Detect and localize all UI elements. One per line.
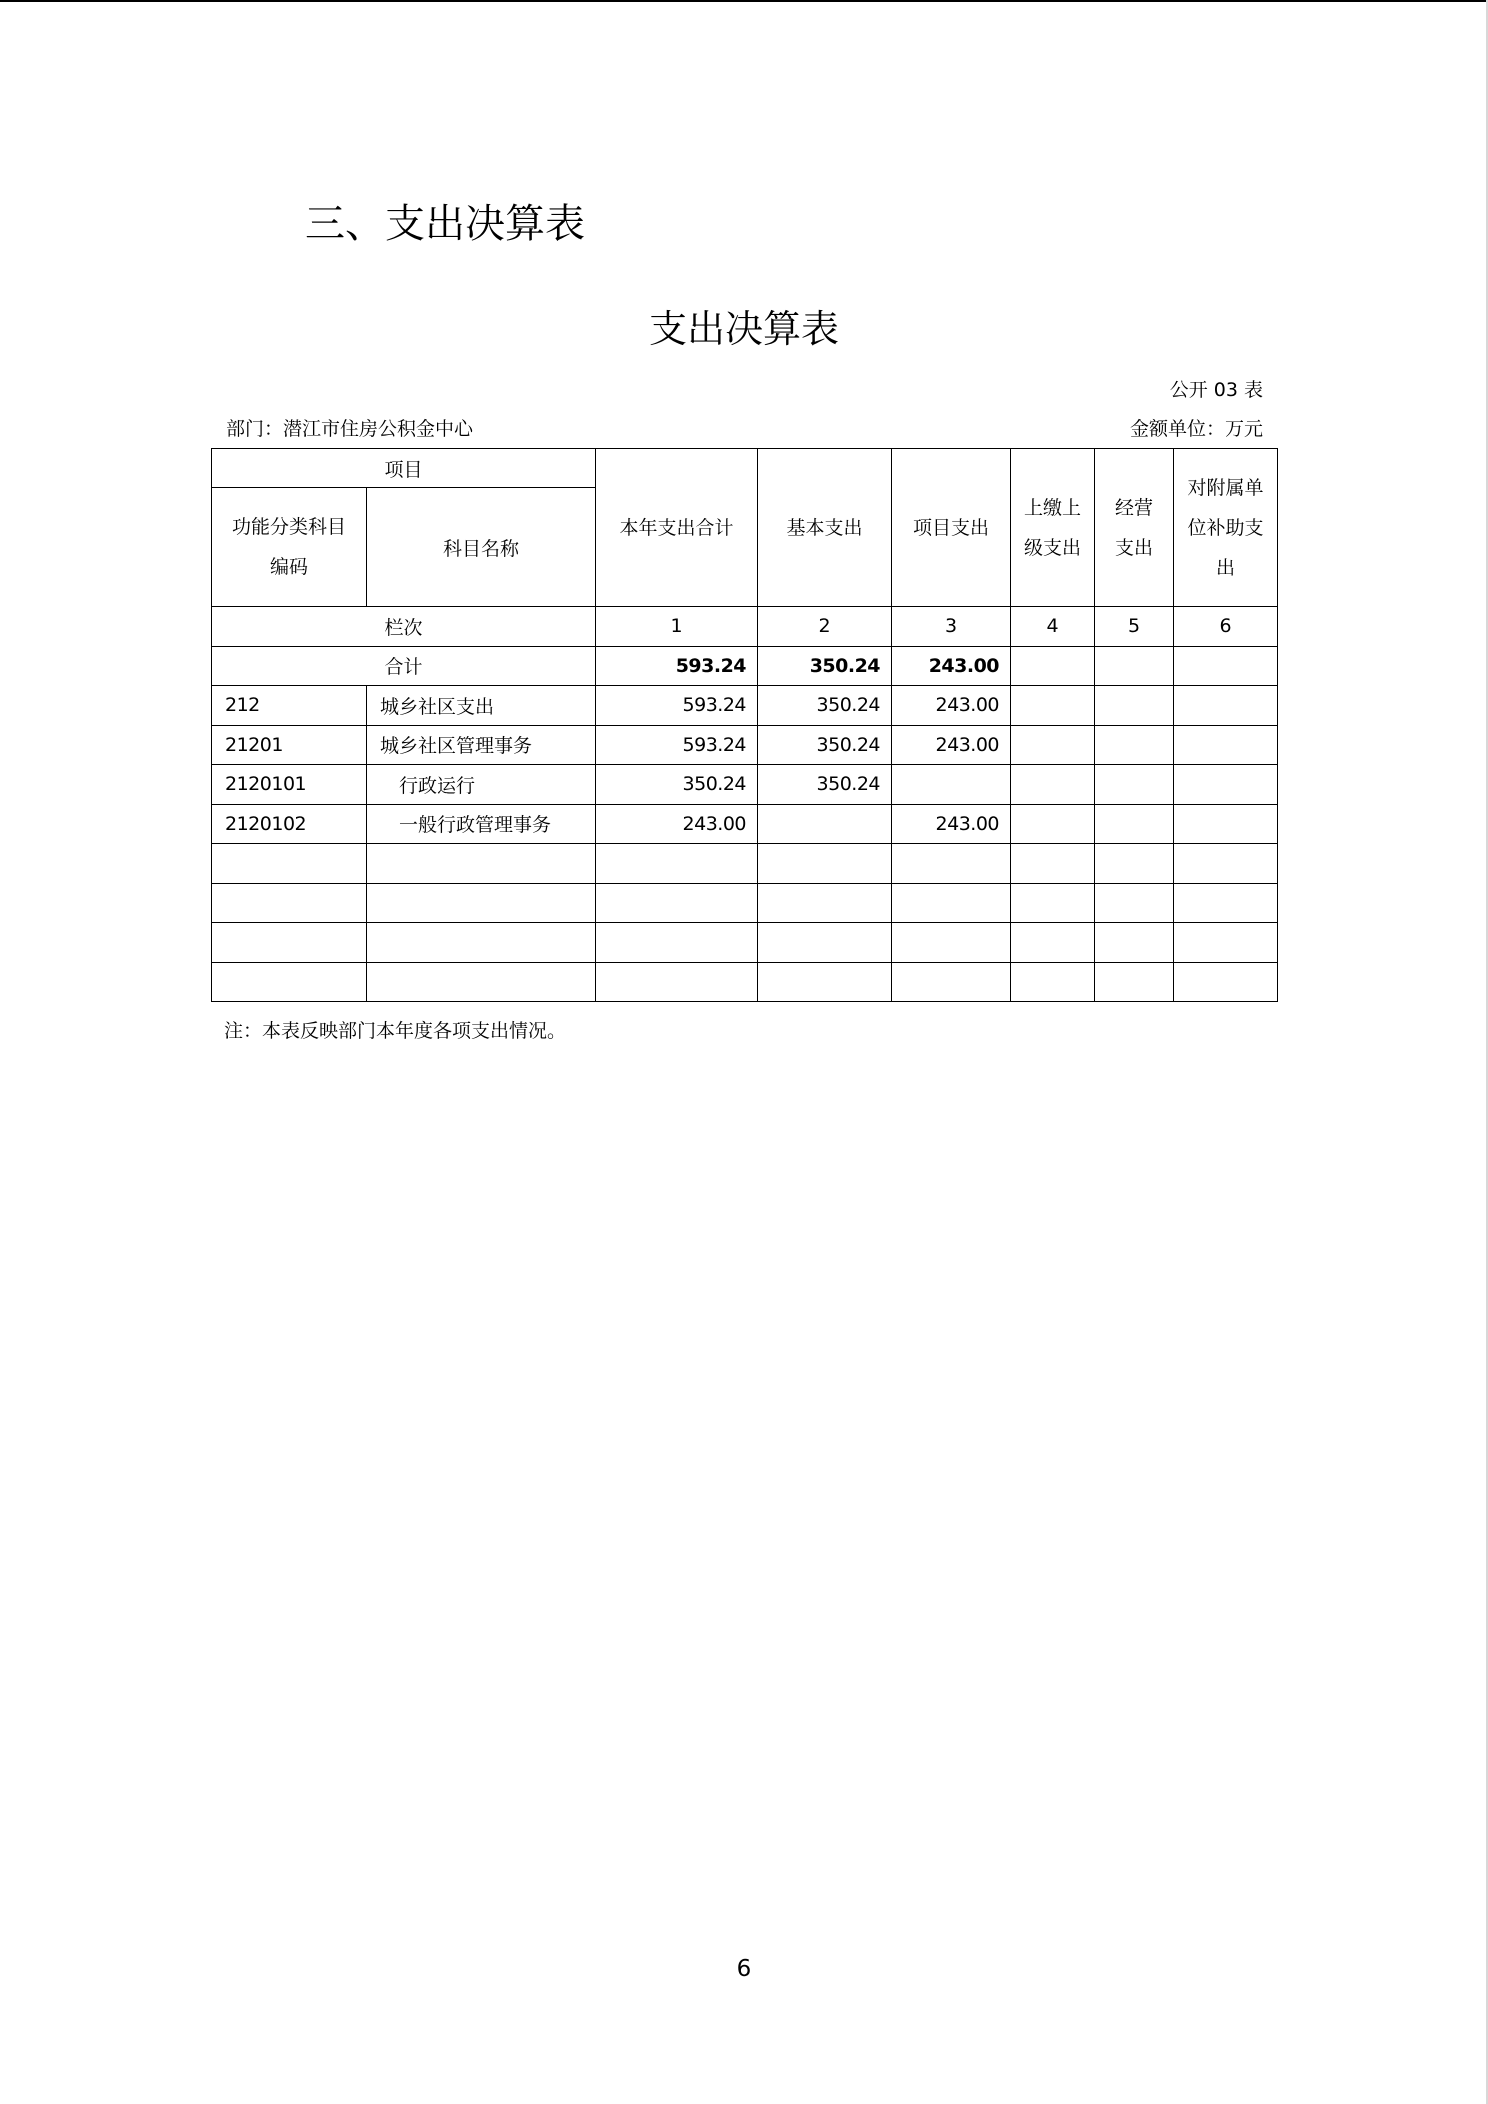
row-value <box>1095 962 1174 1002</box>
index-row <box>212 607 1278 647</box>
row-value <box>1174 725 1278 765</box>
header-item-group: 项目 <box>212 449 596 488</box>
row-name <box>367 883 596 923</box>
row-value <box>892 883 1011 923</box>
row-value: 350.24 <box>758 765 892 805</box>
row-value <box>1011 923 1095 963</box>
data-rows <box>212 686 1278 1002</box>
table-row <box>212 923 1278 963</box>
row-value: 593.24 <box>596 725 758 765</box>
row-value <box>1174 804 1278 844</box>
header-upper: 上缴上级支出 <box>1011 449 1095 607</box>
row-value <box>1174 923 1278 963</box>
table-title: 支出决算表 <box>648 307 839 351</box>
row-value <box>892 844 1011 884</box>
form-number-prefix: 公开 <box>1169 379 1214 401</box>
index-col: 4 <box>1011 607 1095 647</box>
row-value <box>1011 883 1095 923</box>
row-value <box>1095 725 1174 765</box>
row-value <box>1095 883 1174 923</box>
row-value <box>892 962 1011 1002</box>
row-value: 243.00 <box>892 725 1011 765</box>
row-value <box>758 883 892 923</box>
header-name: 科目名称 <box>367 488 596 607</box>
row-value <box>1095 686 1174 726</box>
row-value: 243.00 <box>892 804 1011 844</box>
row-value <box>1095 765 1174 805</box>
row-value <box>1174 962 1278 1002</box>
amount-unit-label: 金额单位：万元 <box>1129 418 1263 440</box>
total-value: 350.24 <box>758 646 892 686</box>
row-value <box>758 804 892 844</box>
row-name: 一般行政管理事务 <box>367 804 596 844</box>
row-value <box>596 883 758 923</box>
row-code: 21201 <box>212 725 367 765</box>
row-code <box>212 844 367 884</box>
row-value: 350.24 <box>596 765 758 805</box>
table-row <box>212 962 1278 1002</box>
row-value: 243.00 <box>892 686 1011 726</box>
total-value <box>1095 646 1174 686</box>
row-value <box>758 962 892 1002</box>
row-code <box>212 962 367 1002</box>
index-col: 3 <box>892 607 1011 647</box>
row-code: 212 <box>212 686 367 726</box>
table-row <box>212 883 1278 923</box>
header-business: 经营支出 <box>1095 449 1174 607</box>
row-value <box>892 923 1011 963</box>
row-name <box>367 923 596 963</box>
index-col: 1 <box>596 607 758 647</box>
total-value: 243.00 <box>892 646 1011 686</box>
row-value: 350.24 <box>758 725 892 765</box>
row-value: 593.24 <box>596 686 758 726</box>
header-code: 功能分类科目编码 <box>212 488 367 607</box>
form-number <box>1170 376 1263 404</box>
row-value <box>596 962 758 1002</box>
header-row-1 <box>212 449 1278 488</box>
row-value <box>1011 725 1095 765</box>
row-value <box>1095 844 1174 884</box>
row-code <box>212 883 367 923</box>
section-heading: 三、支出决算表 <box>305 201 585 247</box>
row-value <box>1095 804 1174 844</box>
table-row <box>212 844 1278 884</box>
row-name <box>367 962 596 1002</box>
form-number-suffix: 表 <box>1237 379 1263 401</box>
row-value <box>758 844 892 884</box>
header-total: 本年支出合计 <box>596 449 758 607</box>
row-value: 243.00 <box>596 804 758 844</box>
header-project: 项目支出 <box>892 449 1011 607</box>
form-number-value: 03 <box>1213 379 1238 401</box>
table-note: 注：本表反映部门本年度各项支出情况。 <box>224 1020 567 1042</box>
expenditure-table <box>211 448 1278 1002</box>
row-value <box>1011 962 1095 1002</box>
total-label: 合计 <box>212 646 596 686</box>
row-code: 2120102 <box>212 804 367 844</box>
row-value <box>758 923 892 963</box>
department-label: 部门：潜江市住房公积金中心 <box>226 418 474 440</box>
page-top-border <box>0 0 1488 2</box>
index-col: 5 <box>1095 607 1174 647</box>
total-value: 593.24 <box>596 646 758 686</box>
table-row <box>212 804 1278 844</box>
header-basic: 基本支出 <box>758 449 892 607</box>
row-value <box>892 765 1011 805</box>
row-value <box>596 923 758 963</box>
page-number: 6 <box>736 1956 752 1982</box>
table-row <box>212 686 1278 726</box>
row-code <box>212 923 367 963</box>
row-value: 350.24 <box>758 686 892 726</box>
total-row <box>212 646 1278 686</box>
total-value <box>1011 646 1095 686</box>
index-col: 6 <box>1174 607 1278 647</box>
row-value <box>1174 883 1278 923</box>
row-name <box>367 844 596 884</box>
row-code: 2120101 <box>212 765 367 805</box>
row-name: 城乡社区管理事务 <box>367 725 596 765</box>
row-value <box>1095 923 1174 963</box>
row-value <box>1011 686 1095 726</box>
row-value <box>1174 765 1278 805</box>
row-value <box>1011 804 1095 844</box>
row-value <box>1011 765 1095 805</box>
row-name: 城乡社区支出 <box>367 686 596 726</box>
total-value <box>1174 646 1278 686</box>
row-value <box>1011 844 1095 884</box>
header-subsidy: 对附属单位补助支出 <box>1174 449 1278 607</box>
table-row <box>212 765 1278 805</box>
index-col: 2 <box>758 607 892 647</box>
row-value <box>596 844 758 884</box>
table-row <box>212 725 1278 765</box>
row-value <box>1174 686 1278 726</box>
row-name: 行政运行 <box>367 765 596 805</box>
index-label: 栏次 <box>212 607 596 647</box>
row-value <box>1174 844 1278 884</box>
